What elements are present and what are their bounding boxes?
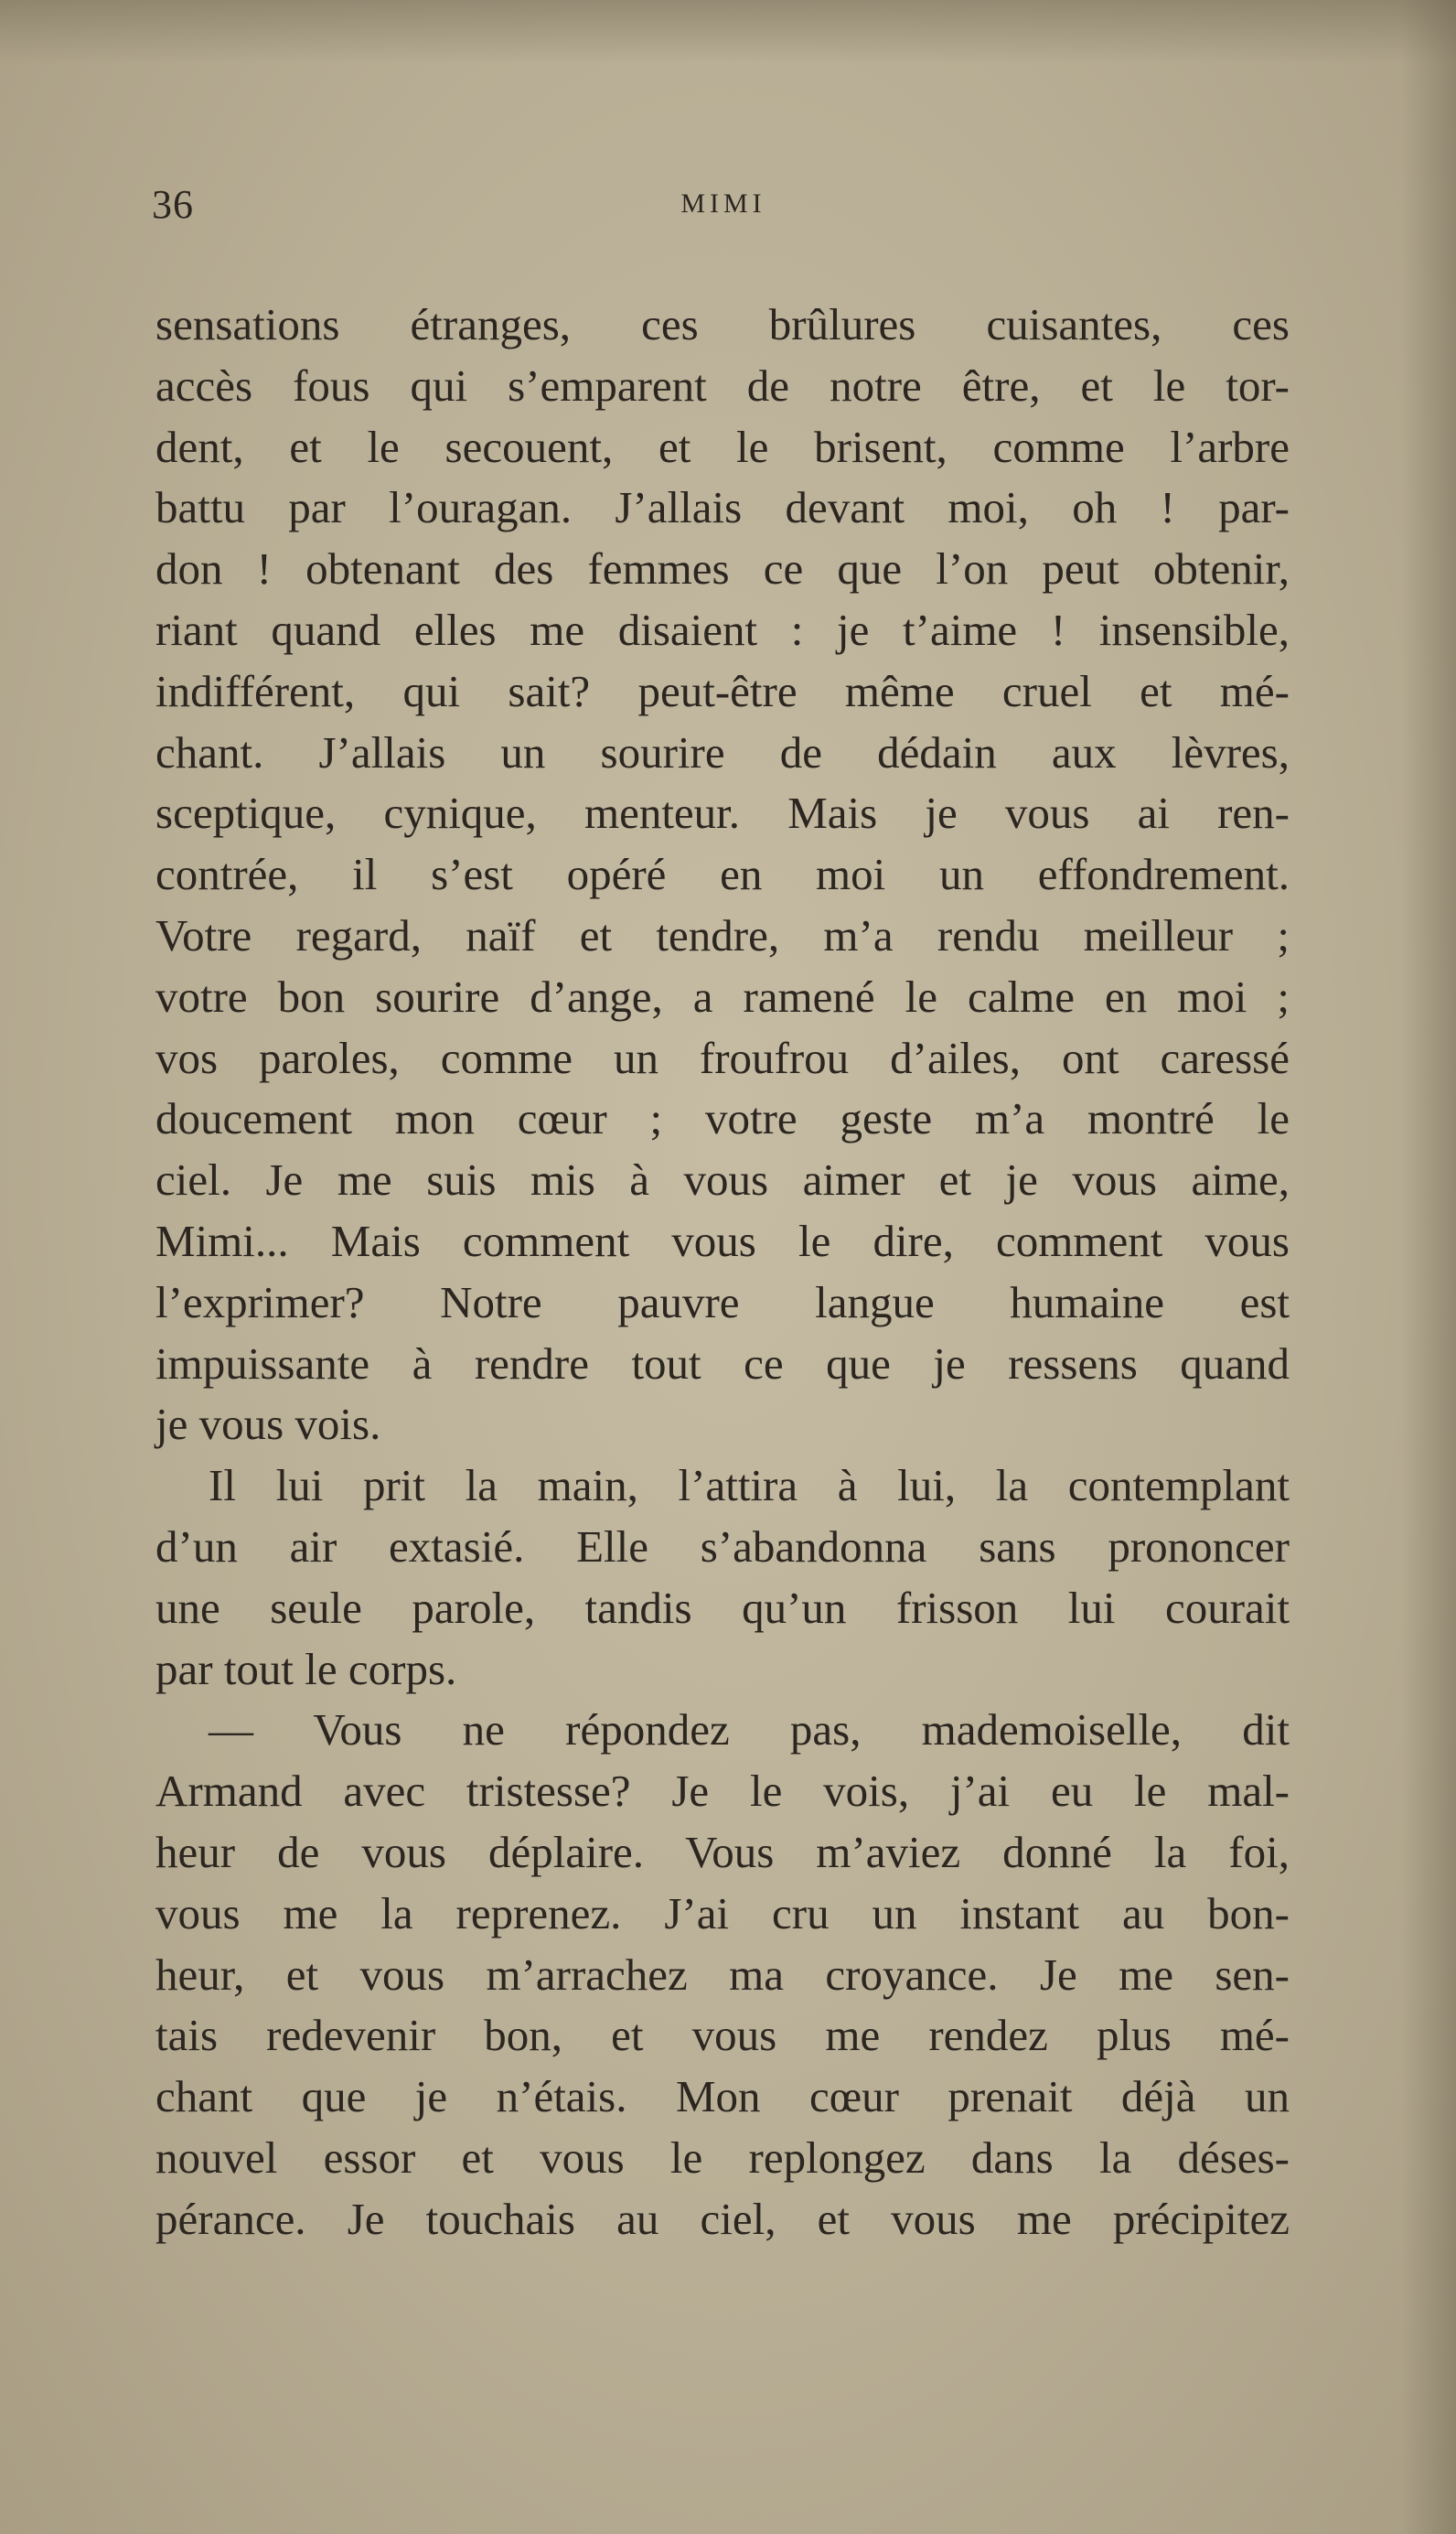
- page-header: [152, 181, 1295, 236]
- text-line: l’exprimer? Notre pauvre langue humaine est: [155, 1276, 1290, 1327]
- text-line: je vous vois.: [155, 1399, 381, 1450]
- text-line: une seule parole, tandis qu’un frisson lui courait: [155, 1582, 1290, 1633]
- text-line: sceptique, cynique, menteur. Mais je vous ai ren-: [155, 788, 1290, 839]
- text-line: par tout le corps.: [155, 1643, 457, 1694]
- page-number: 36: [152, 182, 194, 227]
- text-line: chant que je n’étais. Mon cœur prenait déjà un: [155, 2071, 1290, 2122]
- text-line: ciel. Je me suis mis à vous aimer et je vous aime,: [155, 1154, 1290, 1206]
- text-line: votre bon sourire d’ange, a ramené le calme en moi ;: [155, 971, 1290, 1022]
- text-line: — Vous ne répondez pas, mademoiselle, dit: [209, 1704, 1290, 1756]
- text-line: contrée, il s’est opéré en moi un effondrement.: [155, 849, 1290, 900]
- text-line: indifférent, qui sait? peut-être même cruel et mé-: [155, 665, 1290, 716]
- page-edge-shadow: [1401, 0, 1456, 2534]
- text-line: tais redevenir bon, et vous me rendez plus mé-: [155, 2010, 1290, 2061]
- text-line: Il lui prit la main, l’attira à lui, la contemplant: [209, 1460, 1290, 1511]
- text-line: Mimi... Mais comment vous le dire, comment vous: [155, 1215, 1290, 1266]
- text-line: Votre regard, naïf et tendre, m’a rendu meilleur ;: [155, 909, 1290, 961]
- body-text: [155, 295, 1290, 2250]
- text-line: accès fous qui s’emparent de notre être, et le tor-: [155, 360, 1290, 411]
- text-line: pérance. Je touchais au ciel, et vous me précipitez: [155, 2193, 1290, 2244]
- text-line: impuissante à rendre tout ce que je ressens quand: [155, 1337, 1290, 1389]
- text-line: don ! obtenant des femmes ce que l’on peut obtenir,: [155, 543, 1290, 595]
- text-line: dent, et le secouent, et le brisent, comme l’arbre: [155, 421, 1290, 472]
- text-line: sensations étranges, ces brûlures cuisantes, ces: [155, 299, 1290, 349]
- text-line: Armand avec tristesse? Je le vois, j’ai eu le mal-: [155, 1766, 1290, 1817]
- text-line: vos paroles, comme un froufrou d’ailes, ont caressé: [155, 1032, 1290, 1083]
- text-line: chant. J’allais un sourire de dédain aux lèvres,: [155, 726, 1290, 778]
- page-edge-shadow: [0, 0, 1456, 64]
- text-line: d’un air extasié. Elle s’abandonna sans prononcer: [155, 1520, 1290, 1572]
- text-line: heur de vous déplaire. Vous m’aviez donné la foi,: [155, 1826, 1290, 1877]
- text-line: doucement mon cœur ; votre geste m’a montré le: [155, 1093, 1290, 1144]
- text-line: nouvel essor et vous le replongez dans la déses-: [155, 2131, 1290, 2183]
- running-head: MIMI: [680, 188, 766, 219]
- text-line: vous me la reprenez. J’ai cru un instant au bon-: [155, 1887, 1290, 1938]
- text-line: riant quand elles me disaient : je t’aime ! insensible,: [155, 604, 1290, 655]
- text-line: battu par l’ouragan. J’allais devant moi, oh ! par-: [155, 482, 1290, 533]
- text-line: heur, et vous m’arrachez ma croyance. Je me sen-: [155, 1949, 1290, 2000]
